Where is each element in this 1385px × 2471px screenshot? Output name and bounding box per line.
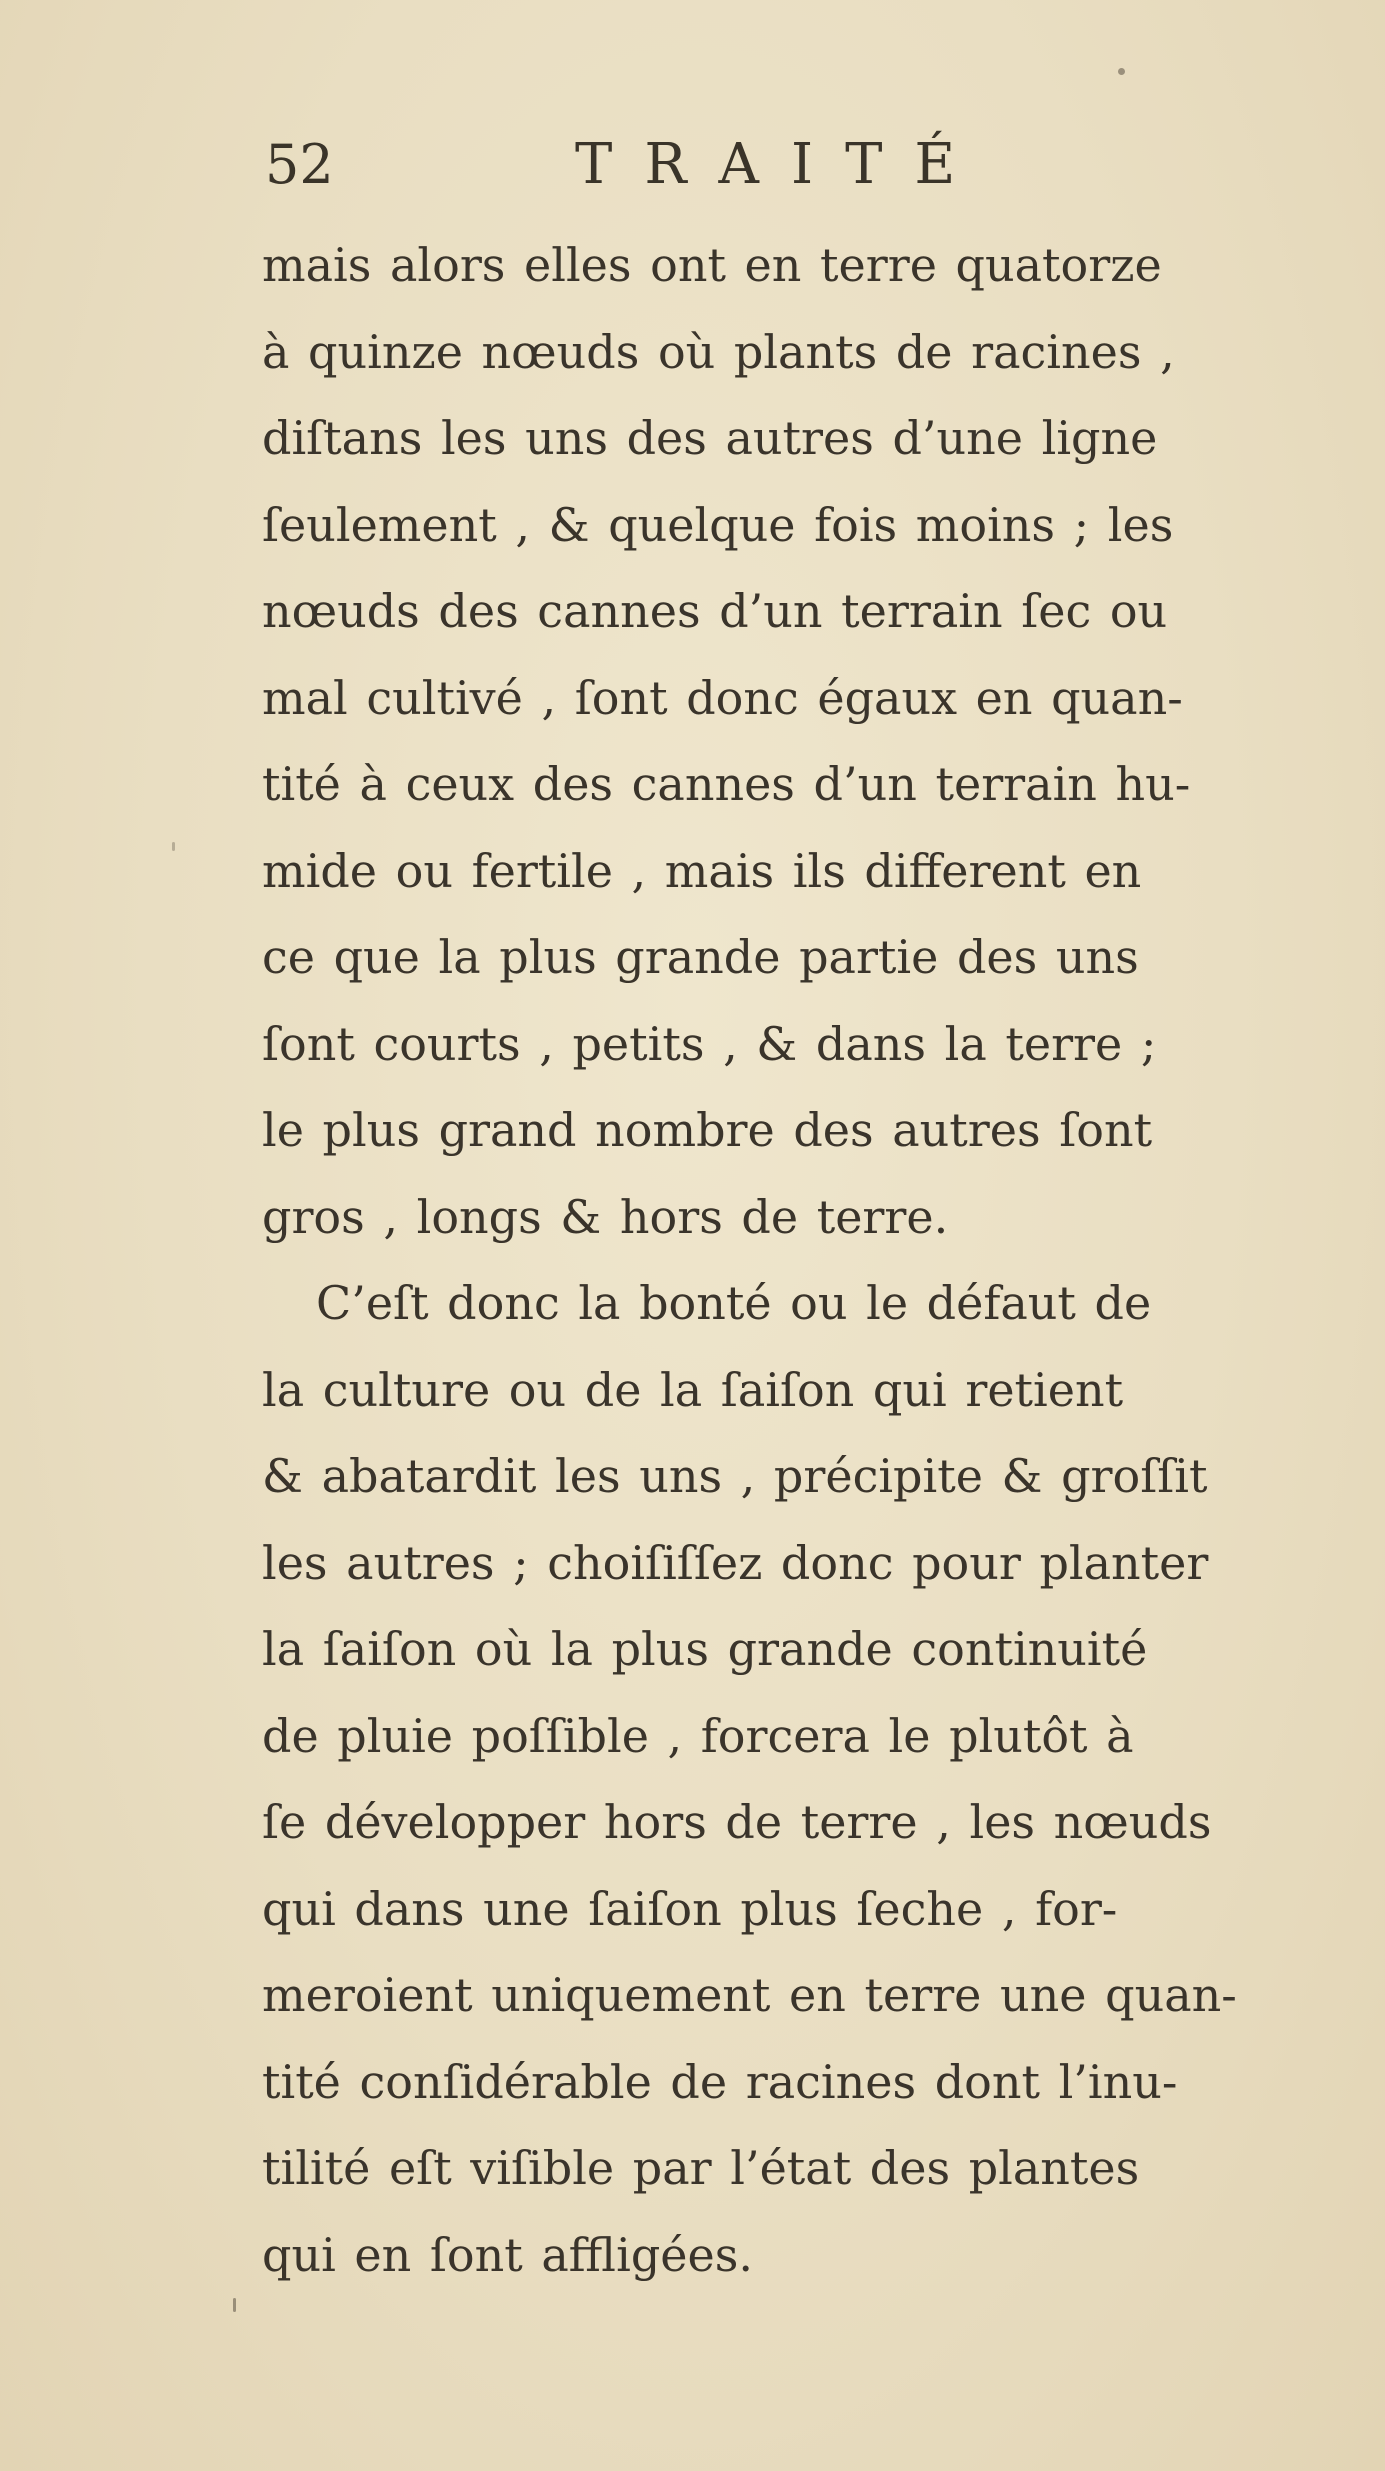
page-header bbox=[265, 130, 1265, 200]
text-line: diſtans les uns des autres d’une ligne bbox=[262, 411, 1158, 465]
text-line: mais alors elles ont en terre quatorze bbox=[262, 238, 1162, 292]
text-line: tilité eſt viſible par l’état des plantes bbox=[262, 2141, 1140, 2195]
text-line: ce que la plus grande partie des uns bbox=[262, 930, 1139, 984]
text-line: ſe développer hors de terre , les nœuds bbox=[262, 1795, 1212, 1849]
text-line: la ſaiſon où la plus grande continuité bbox=[262, 1622, 1148, 1676]
text-line: tité à ceux des cannes d’un terrain hu- bbox=[262, 757, 1191, 811]
body-text bbox=[262, 222, 1262, 2298]
text-line: tité conſidérable de racines dont l’inu- bbox=[262, 2054, 1178, 2109]
text-line: & abatardit les uns , précipite & groſſit bbox=[262, 1449, 1208, 1503]
text-line: qui dans une ſaiſon plus ſeche , for- bbox=[262, 1881, 1118, 1936]
paper-speck bbox=[1118, 68, 1125, 75]
text-line: ſont courts , petits , & dans la terre ; bbox=[262, 1016, 1157, 1071]
paragraph-start-line: C’eſt donc la bonté ou le défaut de bbox=[316, 1276, 1152, 1330]
paper-speck bbox=[233, 2298, 236, 2312]
paper-speck bbox=[172, 842, 175, 851]
page-number: 52 bbox=[265, 133, 334, 196]
text-line: les autres ; choiſiſſez donc pour planter bbox=[262, 1535, 1209, 1590]
text-line: meroient uniquement en terre une quan- bbox=[262, 1968, 1237, 2022]
text-line: gros , longs & hors de terre. bbox=[262, 1189, 949, 1244]
text-line: qui en ſont affligées. bbox=[262, 2227, 753, 2282]
text-line: de pluie poſſible , forcera le plutôt à bbox=[262, 1708, 1134, 1763]
text-line: le plus grand nombre des autres ſont bbox=[262, 1103, 1153, 1157]
text-line: à quinze nœuds où plants de racines , bbox=[262, 324, 1175, 379]
text-line: ſeulement , & quelque fois moins ; les bbox=[262, 497, 1174, 552]
text-line: la culture ou de la ſaiſon qui retient bbox=[262, 1362, 1124, 1417]
text-line: mide ou fertile , mais ils different en bbox=[262, 843, 1142, 898]
text-line: nœuds des cannes d’un terrain ſec ou bbox=[262, 584, 1168, 638]
running-head: TRAITÉ bbox=[575, 132, 988, 197]
text-line: mal cultivé , ſont donc égaux en quan- bbox=[262, 670, 1183, 725]
